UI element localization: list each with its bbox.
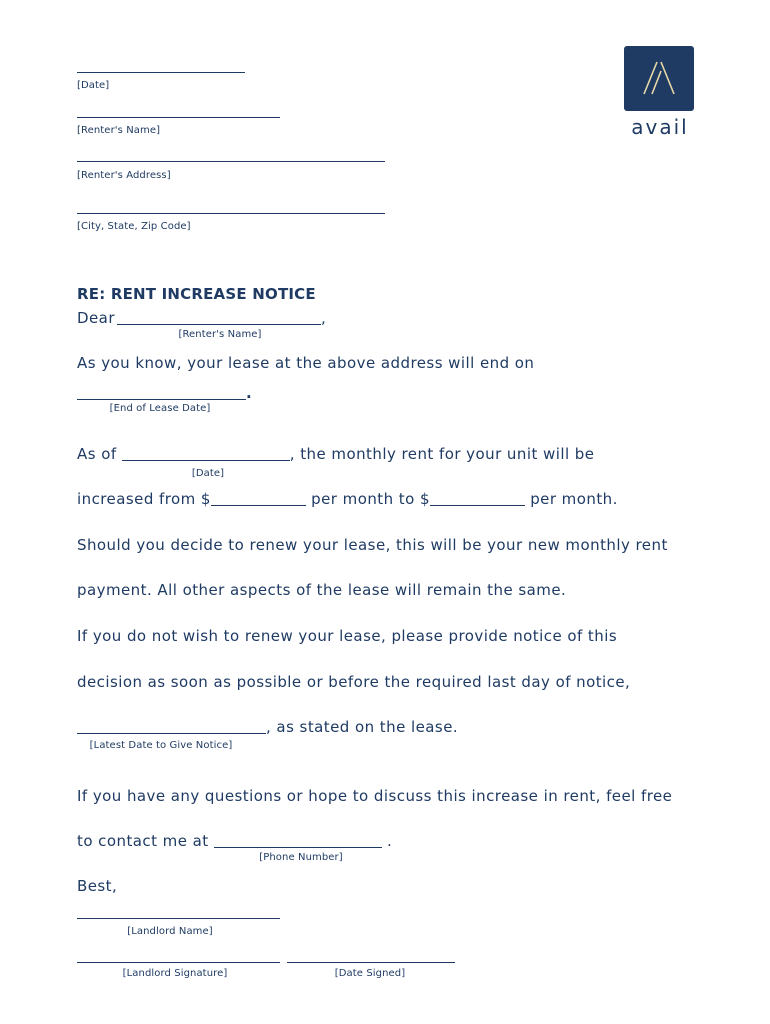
period-text: . xyxy=(246,384,253,402)
old-rent-blank[interactable] xyxy=(211,491,306,506)
end-of-lease-caption: [End of Lease Date] xyxy=(109,403,211,414)
increased-row xyxy=(77,490,618,508)
renter-name-caption: [Renter's Name] xyxy=(77,125,161,136)
landlord-signature-line[interactable] xyxy=(77,962,280,963)
date-line[interactable] xyxy=(77,72,245,73)
comma-text: , xyxy=(320,309,327,327)
city-state-zip-caption: [City, State, Zip Code] xyxy=(77,221,191,232)
per-month-text: per month. xyxy=(530,490,618,508)
as-of-row xyxy=(77,445,594,463)
as-stated-text: , as stated on the lease. xyxy=(266,718,459,736)
latest-date-row xyxy=(77,718,458,736)
para3-line1: Should you decide to renew your lease, this will be your new monthly rent xyxy=(77,536,668,554)
renter-name-line[interactable] xyxy=(77,117,280,118)
salutation xyxy=(77,309,326,327)
latest-date-caption: [Latest Date to Give Notice] xyxy=(89,740,233,751)
as-of-date-caption: [Date] xyxy=(191,468,225,479)
closing-best: Best, xyxy=(77,877,118,895)
date-signed-caption: [Date Signed] xyxy=(334,968,406,979)
end-of-lease-blank[interactable] xyxy=(77,385,246,400)
renter-address-caption: [Renter's Address] xyxy=(77,170,171,181)
landlord-name-line[interactable] xyxy=(77,918,280,919)
new-rent-blank[interactable] xyxy=(430,491,525,506)
letter-title: RE: RENT INCREASE NOTICE xyxy=(77,285,316,303)
avail-logo-wordmark: avail xyxy=(631,115,689,139)
phone-number-blank[interactable] xyxy=(214,833,382,848)
monthly-rent-text: , the monthly rent for your unit will be xyxy=(289,445,595,463)
para5-line1: If you have any questions or hope to discuss this increase in rent, feel free xyxy=(77,787,673,805)
landlord-signature-caption: [Landlord Signature] xyxy=(122,968,228,979)
as-of-text: As of xyxy=(77,445,117,463)
para4-line2: decision as soon as possible or before the required last day of notice, xyxy=(77,673,631,691)
date-signed-line[interactable] xyxy=(287,962,455,963)
phone-number-caption: [Phone Number] xyxy=(259,852,343,863)
date-caption: [Date] xyxy=(77,80,110,91)
increased-from-text: increased from $ xyxy=(77,490,211,508)
renter-name-blank-caption: [Renter's Name] xyxy=(178,329,262,340)
end-of-lease-row xyxy=(77,384,252,402)
contact-period-text: . xyxy=(387,832,393,850)
renter-address-line[interactable] xyxy=(77,161,385,162)
para3-line2: payment. All other aspects of the lease will remain the same. xyxy=(77,581,567,599)
dear-text: Dear xyxy=(77,309,115,327)
landlord-name-caption: [Landlord Name] xyxy=(127,926,213,937)
avail-logo-icon xyxy=(624,46,694,111)
renter-name-blank[interactable] xyxy=(117,310,321,325)
contact-me-text: to contact me at xyxy=(77,832,209,850)
city-state-zip-line[interactable] xyxy=(77,213,385,214)
para1-line1: As you know, your lease at the above address will end on xyxy=(77,354,535,372)
latest-date-blank[interactable] xyxy=(77,719,266,734)
per-month-to-text: per month to $ xyxy=(311,490,430,508)
contact-row xyxy=(77,832,392,850)
para4-line1: If you do not wish to renew your lease, please provide notice of this xyxy=(77,627,618,645)
as-of-date-blank[interactable] xyxy=(122,446,290,461)
